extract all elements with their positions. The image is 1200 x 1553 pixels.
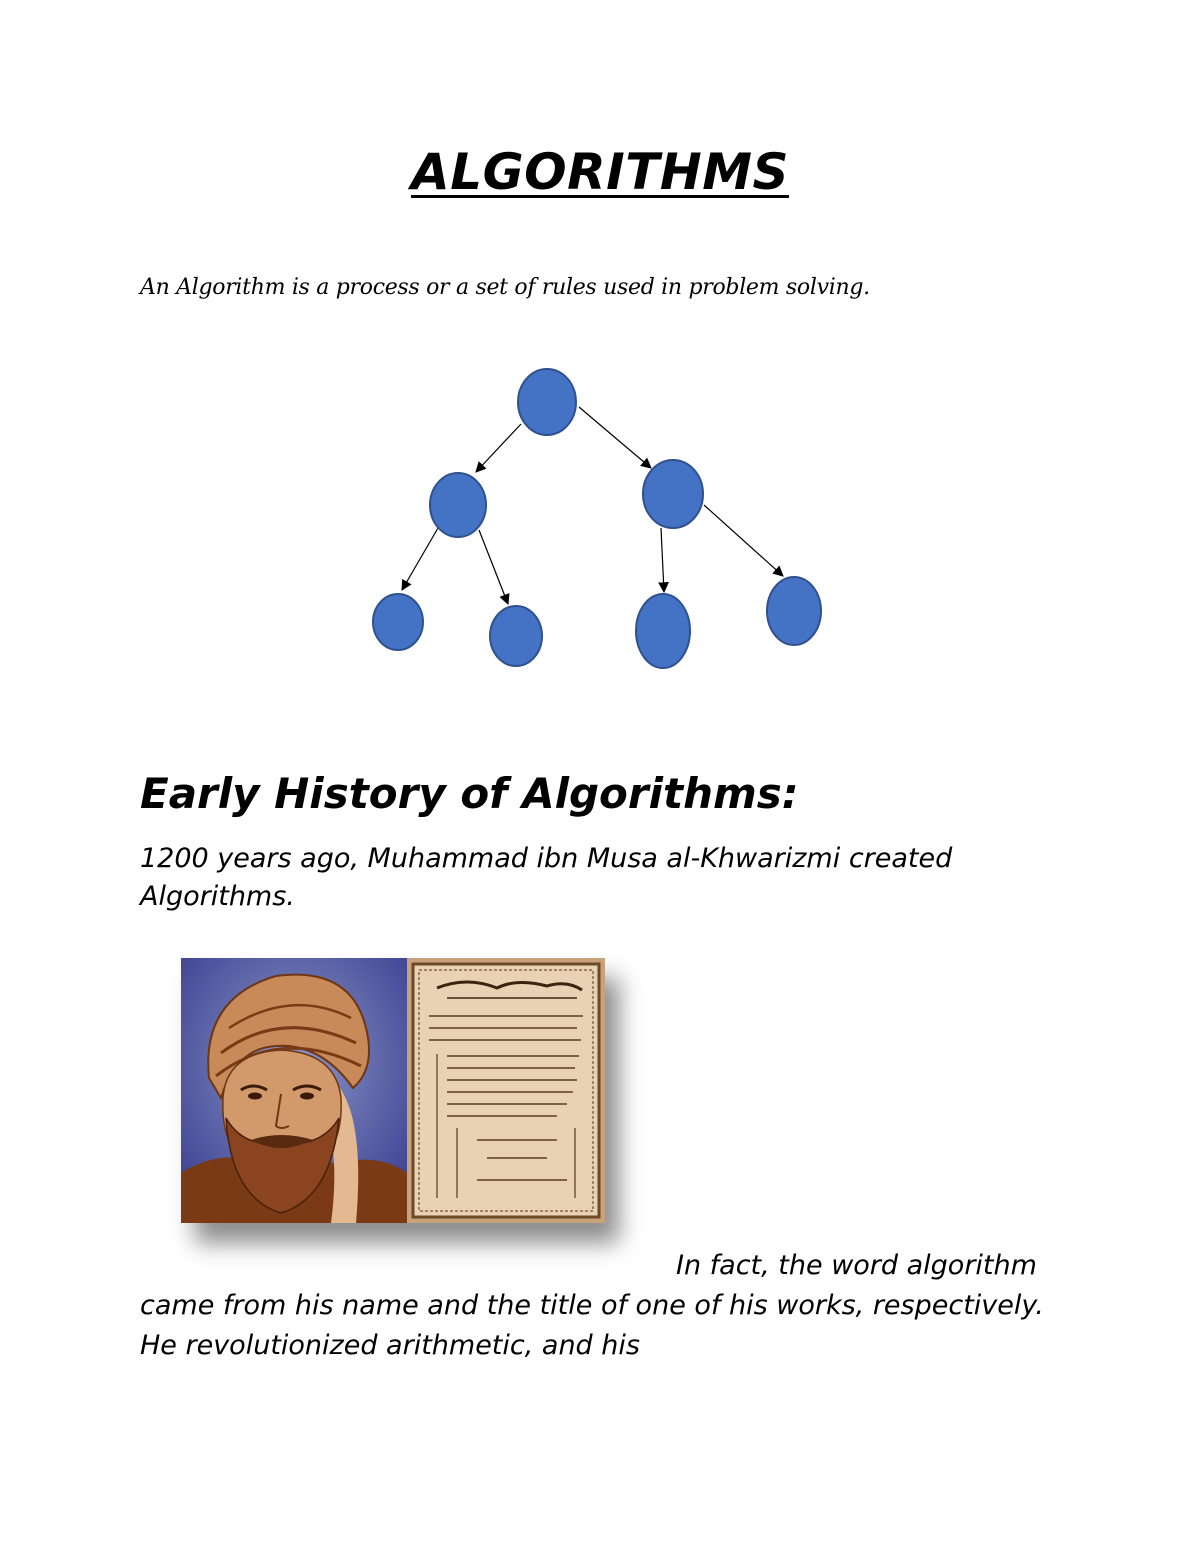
document-title — [0, 140, 1200, 204]
edge-right-rightright — [704, 505, 783, 576]
section-heading: Early History of Algorithms: — [140, 769, 799, 818]
manuscript-image — [407, 958, 605, 1223]
tree-node-root — [518, 369, 576, 435]
edge-right-rightleft — [661, 528, 664, 592]
edge-left-leftright — [479, 530, 508, 604]
al-khwarizmi-portrait-image — [181, 958, 407, 1223]
title-text: ALGORITHMS — [411, 143, 789, 201]
edge-root-left — [476, 424, 521, 472]
tree-node-right-left — [636, 594, 690, 668]
tree-node-left-right — [490, 606, 542, 666]
tree-node-right-right — [767, 577, 821, 645]
tree-diagram — [360, 360, 840, 680]
tree-node-right — [643, 460, 703, 528]
definition-text: An Algorithm is a process or a set of rules used in problem solving. — [140, 275, 870, 300]
edge-left-leftleft — [402, 528, 438, 590]
edge-root-right — [579, 407, 651, 468]
tree-node-left-left — [373, 594, 423, 650]
continuation-text: In fact, the word algorithm came from his name and the title of one of his works, respectively. He revolutionized arithmetic, and his — [140, 1250, 1044, 1361]
continuation-paragraph — [140, 1246, 1080, 1366]
tree-node-left — [430, 473, 486, 537]
portrait-and-manuscript-image — [181, 958, 605, 1223]
intro-paragraph: 1200 years ago, Muhammad ibn Musa al-Khwarizmi created Algorithms. — [140, 843, 953, 912]
